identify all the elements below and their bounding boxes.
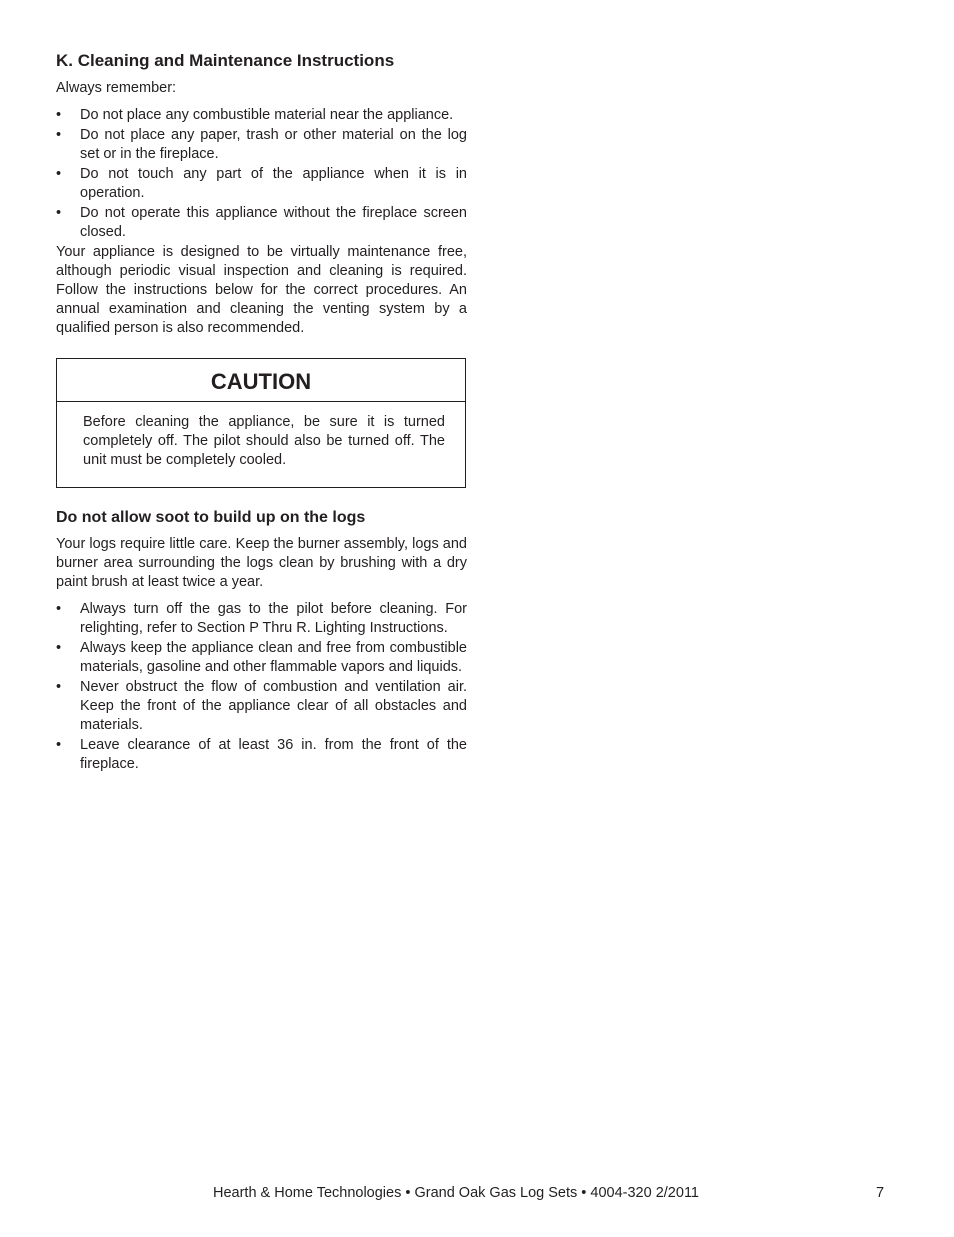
- soot-subtitle: Do not allow soot to build up on the logs: [56, 509, 366, 526]
- bullet-icon: •: [56, 205, 62, 221]
- bullet-icon: •: [56, 679, 62, 695]
- bullet-icon: •: [56, 737, 62, 753]
- footer-text: Hearth & Home Technologies • Grand Oak Gas Log Sets • 4004-320 2/2011: [213, 1185, 699, 1201]
- list-item: • Always turn off the gas to the pilot before cleaning. For relighting, refer to Section P Thru R. Lighting Instructions.: [56, 601, 467, 636]
- list-item: • Do not place any paper, trash or other material on the log set or in the fireplace.: [56, 127, 467, 162]
- list-item: • Leave clearance of at least 36 in. from the front of the fireplace.: [56, 737, 467, 772]
- bullet-icon: •: [56, 127, 62, 143]
- caution-box: [56, 358, 466, 488]
- list-item: • Do not operate this appliance without the fireplace screen closed.: [56, 205, 467, 240]
- remember-list: [56, 106, 467, 242]
- list-item: • Do not place any combustible material near the appliance.: [56, 107, 454, 123]
- content-column: [56, 50, 467, 775]
- bullet-icon: •: [56, 601, 62, 617]
- caution-heading: CAUTION: [57, 359, 465, 402]
- lead-text: Always remember:: [56, 80, 177, 96]
- bullet-icon: •: [56, 107, 62, 123]
- page-number: 7: [876, 1185, 885, 1201]
- bullet-icon: •: [56, 640, 62, 656]
- caution-body: [57, 402, 465, 487]
- maintenance-paragraph: Your appliance is designed to be virtually maintenance free, although periodic visual inspection and cleaning is required. Follow the instructions below for the correct procedures. An annual examination and cleaning the venting system by a qualified person is also recommended.: [56, 244, 467, 336]
- soot-paragraph: Your logs require little care. Keep the burner assembly, logs and burner area surrounding the logs clean by brushing with a dry paint brush at least twice a year.: [56, 536, 467, 590]
- list-item: • Never obstruct the flow of combustion and ventilation air. Keep the front of the appliance clear of all obstacles and materials.: [56, 679, 467, 733]
- caution-text: Before cleaning the appliance, be sure it is turned completely off. The pilot should also be turned off. The unit must be completely cooled.: [83, 414, 445, 468]
- list-item: • Always keep the appliance clean and free from combustible materials, gasoline and other flammable vapors and liquids.: [56, 640, 467, 675]
- soot-list: [56, 600, 467, 774]
- section-title: K. Cleaning and Maintenance Instructions: [56, 51, 395, 70]
- list-item: • Do not touch any part of the appliance when it is in operation.: [56, 166, 467, 201]
- bullet-icon: •: [56, 166, 62, 182]
